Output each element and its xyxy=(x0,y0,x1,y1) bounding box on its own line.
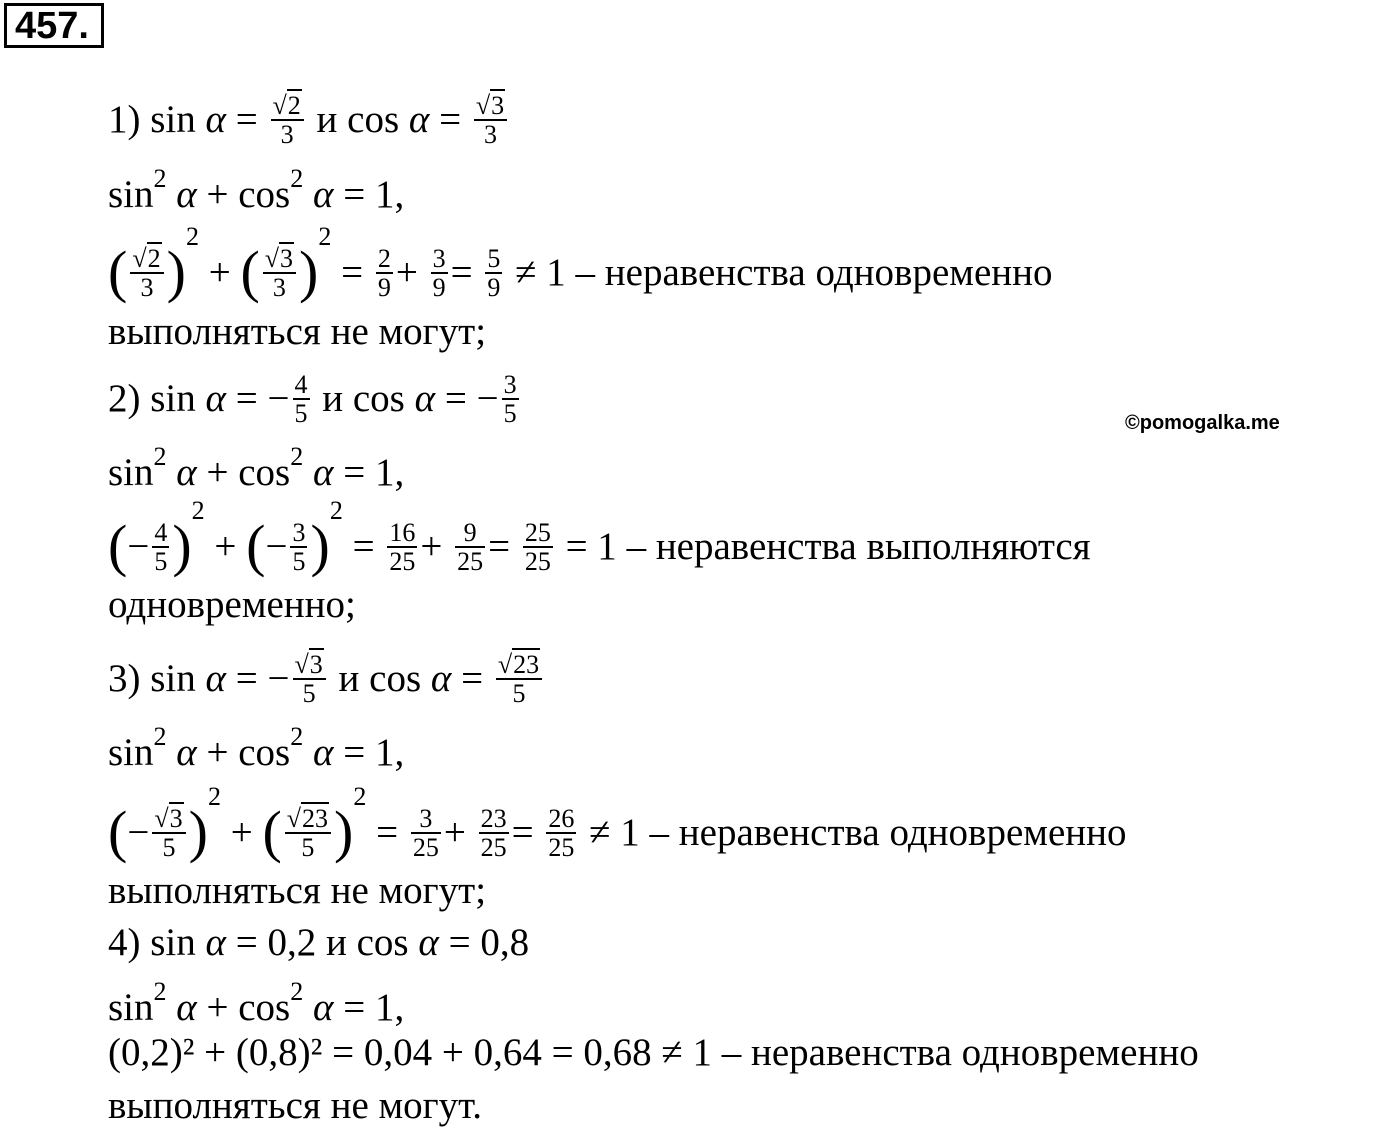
watermark: ©pomogalka.me xyxy=(1125,412,1280,434)
item-1-calculation: ( $\frac{√2}{3}$ )$^2$ + ( $\frac{√3}{3}$ )$^2$ = $\frac{2}{9}$ + $\frac{3}{9}$ = $\frac{5}{9}$ ≠ 1 – неравенства одновременно xyxy=(108,222,1053,305)
item-1-condition: 1) sin α = $\frac{√2}{3}$ и cos α = $\frac{√3}{3}$ xyxy=(108,95,510,151)
item-2-identity: $\sin^2 \alpha + \cos^2 \alpha = 1$, xyxy=(108,442,405,494)
item-3-calculation: (− $\frac{√3}{5}$ )$^2$ + ( $\frac{√23}{5}$ )$^2$ = $\frac{3}{25}$ + $\frac{23}{25}$ = $\frac{26}{25}$ ≠ 1 – неравенства одновременно xyxy=(108,782,1127,865)
item-4-conclusion: выполняться не могут. xyxy=(108,1084,483,1127)
item-2-condition: 2) sin α = − $\frac{4}{5}$ и cos α = − $\frac{3}{5}$ xyxy=(108,370,517,428)
item-1-identity: $\sin^2 \alpha + \cos^2 \alpha = 1$, xyxy=(108,164,405,216)
item-3-conclusion: выполняться не могут; xyxy=(108,869,487,912)
item-4-condition: 4) sin α = 0,2 и cos α = 0,8 xyxy=(108,921,530,964)
item-2-calculation: (− $\frac{4}{5}$ )$^2$ + (− $\frac{3}{5}$ )$^2$ = $\frac{16}{25}$ + $\frac{9}{25}$ = $\frac{25}{25}$ = 1 – неравенства выполняются xyxy=(108,496,1091,579)
item-2-conclusion: одновременно; xyxy=(108,583,356,626)
item-4-calculation: (0,2)² + (0,8)² = 0,04 + 0,64 = 0,68 ≠ 1 – неравенства одновременно xyxy=(108,1031,1199,1074)
problem-number: 457. xyxy=(4,3,104,48)
item-4-identity: $\sin^2 \alpha + \cos^2 \alpha = 1$, xyxy=(108,977,405,1029)
item-3-identity: $\sin^2 \alpha + \cos^2 \alpha = 1$, xyxy=(108,722,405,774)
item-1-conclusion: выполняться не могут; xyxy=(108,310,487,353)
item-3-condition: 3) sin α = − $\frac{√3}{5}$ и cos α = $\frac{√23}{5}$ xyxy=(108,654,545,710)
